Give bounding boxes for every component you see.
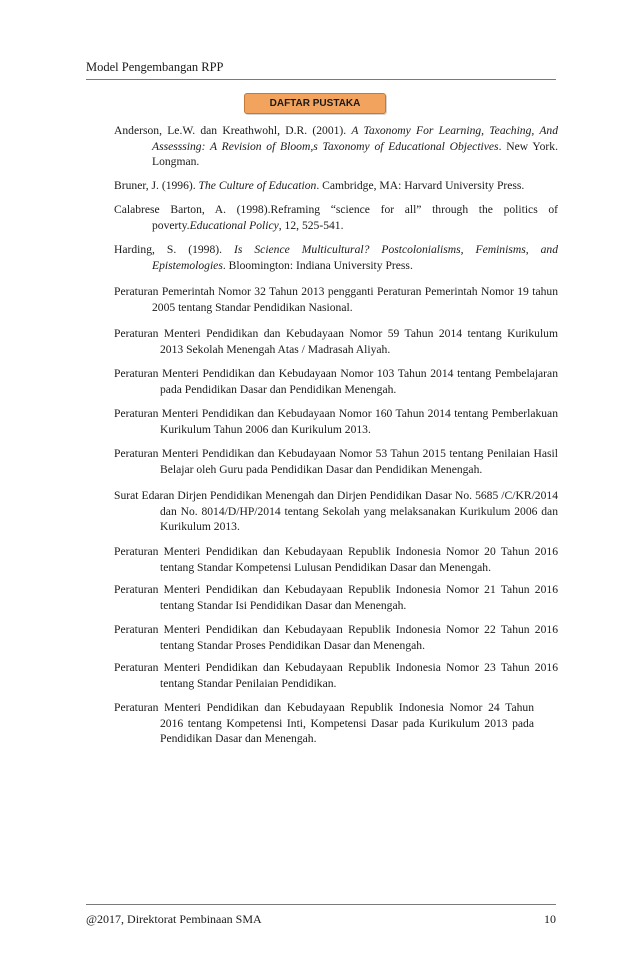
reference-entry (114, 242, 558, 273)
reference-entry (114, 202, 558, 233)
reference-text: Harding, S. (1998). (114, 243, 235, 256)
reference-entry (114, 700, 534, 747)
reference-entry (114, 488, 558, 535)
reference-text: Peraturan Menteri Pendidikan dan Kebudayaan Nomor 53 Tahun 2015 tentang Penilaian Hasil Belajar oleh Guru pada Pendidikan Dasar dan Pendidikan Menengah. (114, 447, 558, 476)
reference-text: Peraturan Menteri Pendidikan dan Kebudayaan Nomor 160 Tahun 2014 tentang Pemberlakuan Kurikulum Tahun 2006 dan Kurikulum 2013. (114, 407, 558, 436)
header-title: Model Pengembangan RPP (86, 60, 224, 74)
reference-text: Peraturan Menteri Pendidikan dan Kebudayaan Republik Indonesia Nomor 22 Tahun 2016 tentang Standar Proses Pendidikan Dasar dan Menengah. (114, 623, 558, 652)
reference-entry (114, 582, 558, 613)
reference-title-italic: Is Science Multicultural? Postcolonialisms, Feminisms, and Epistemologies (152, 243, 558, 272)
reference-text: . Bloomington: Indiana University Press. (222, 258, 413, 272)
reference-entry (114, 366, 558, 397)
reference-entry (114, 284, 558, 315)
reference-text: Calabrese Barton, A. (1998).Reframing “science for all” through the politics of poverty. (114, 203, 558, 232)
reference-text: Peraturan Menteri Pendidikan dan Kebudayaan Nomor 103 Tahun 2014 tentang Pembelajaran pada Pendidikan Dasar dan Pendidikan Menengah. (114, 367, 558, 396)
reference-entry (114, 446, 558, 477)
reference-text: Peraturan Pemerintah Nomor 32 Tahun 2013 pengganti Peraturan Pemerintah Nomor 19 tahun 2005 tentang Standar Pendidikan Nasional. (114, 285, 558, 314)
reference-text: Peraturan Menteri Pendidikan dan Kebudayaan Republik Indonesia Nomor 21 Tahun 2016 tentang Standar Isi Pendidikan Dasar dan Menengah. (114, 583, 558, 612)
page-number: 10 (544, 912, 556, 926)
reference-entry (114, 660, 558, 691)
footer-copyright: @2017, Direktorat Pembinaan SMA (86, 912, 262, 926)
reference-entry (114, 406, 558, 437)
reference-text: , 12, 525-541. (278, 218, 344, 232)
page-footer (86, 904, 556, 927)
reference-entry (114, 622, 558, 653)
reference-text: Anderson, Le.W. dan Kreathwohl, D.R. (2001). (114, 124, 352, 137)
reference-text: . Cambridge, MA: Harvard University Press. (316, 179, 525, 192)
reference-text: Peraturan Menteri Pendidikan dan Kebudayaan Nomor 59 Tahun 2014 tentang Kurikulum 2013 Sekolah Menengah Atas / Madrasah Aliyah. (114, 327, 558, 356)
reference-text: Peraturan Menteri Pendidikan dan Kebudayaan Republik Indonesia Nomor 23 Tahun 2016 tentang Standar Penilaian Pendidikan. (114, 661, 558, 690)
reference-text: Peraturan Menteri Pendidikan dan Kebudayaan Republik Indonesia Nomor 24 Tahun 2016 tentang Kompetensi Inti, Kompetensi Dasar pada Kurikulum 2013 pada Pendidikan Dasar dan Menengah. (114, 701, 534, 745)
reference-entry (114, 326, 558, 357)
reference-entry (114, 544, 558, 575)
reference-text: Surat Edaran Dirjen Pendidikan Menengah dan Dirjen Pendidikan Dasar No. 5685 /C/KR/2014 dan No. 8014/D/HP/2014 tentang Sekolah yang melaksanakan Kurikulum 2006 dan Kurikulum 2013. (114, 489, 558, 533)
reference-title-italic: The Culture of Education (198, 179, 317, 192)
reference-title-italic: Educational Policy (189, 218, 279, 232)
reference-text: Bruner, J. (1996). (114, 179, 199, 192)
section-title-badge: DAFTAR PUSTAKA (244, 93, 386, 114)
reference-title-italic: A Taxonomy For Learning, Teaching, And Assesssing: A Revision of Bloom,s Taxonomy of Educational Objectives (152, 124, 558, 153)
reference-text: . New York. Longman. (152, 139, 558, 168)
page-header (86, 60, 556, 80)
reference-entry (114, 178, 558, 194)
reference-text: Peraturan Menteri Pendidikan dan Kebudayaan Republik Indonesia Nomor 20 Tahun 2016 tentang Standar Kompetensi Lulusan Pendidikan Dasar dan Menengah. (114, 545, 558, 574)
reference-entry (114, 123, 558, 170)
